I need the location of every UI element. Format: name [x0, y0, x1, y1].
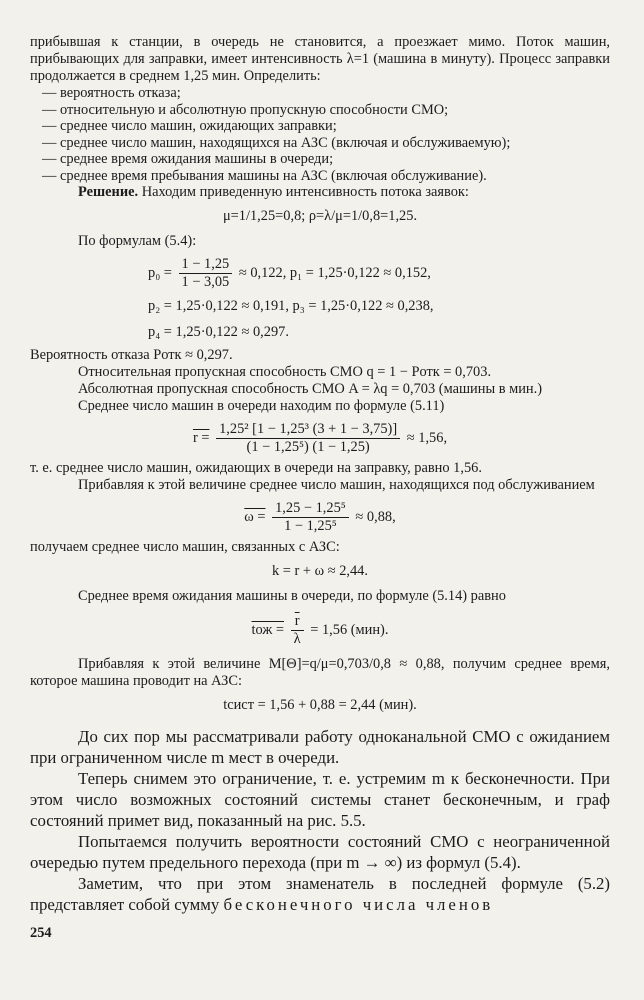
r-numerator: 1,25² [1 − 1,25³ (3 + 1 − 3,75)] — [216, 421, 400, 439]
omega-rest: ≈ 0,88, — [355, 508, 396, 525]
big4-spaced-text: бесконечного числа членов — [223, 895, 494, 914]
para-relative-capacity: Относительная пропускная способность СМО q = 1 − Pотк = 0,703. — [78, 364, 492, 380]
omega-lhs: ω = — [244, 508, 266, 525]
list-item: — среднее число машин, находящихся на АЗС (включая и обслуживаемую); — [42, 134, 511, 151]
text-intro: прибывшая к станции, в очередь не становится, а проезжает мимо. Поток машин, прибывающих для заправки, имеет интенсивность λ=1 (машина в минуту). Процесс заправки продолжается в среднем 1,25 мин. Определить: — [30, 34, 610, 84]
para-big-1: До сих пор мы рассматривали работу одноканальной СМО с ожиданием при ограниченном числе m мест в очереди. — [30, 727, 610, 767]
page-number: 254 — [30, 925, 52, 941]
r-rest: ≈ 1,56, — [406, 429, 448, 446]
para-add-m: Прибавляя к этой величине M[Θ]=q/μ=0,703/0,8 ≈ 0,88, получим среднее время, которое машина проводит на АЗС: — [30, 656, 610, 689]
solution-text: Находим приведенную интенсивность потока заявок: — [141, 184, 469, 200]
twait-numerator: $\overline{r}$ — [291, 613, 304, 631]
equation-t-system: tсист = 1,56 + 0,88 = 2,44 (мин). — [223, 697, 417, 713]
twait-lhs: tож = — [251, 621, 285, 638]
equation-mu-rho: μ=1/1,25=0,8; ρ=λ/μ=1/0,8=1,25. — [222, 208, 418, 224]
page-body — [30, 34, 610, 942]
equation-r — [30, 421, 610, 456]
para-by-formulas: По формулам (5.4): — [78, 233, 197, 249]
equation-t-wait — [30, 613, 610, 648]
r-denominator: (1 − 1,25⁵) (1 − 1,25) — [246, 439, 370, 455]
equation-k: k = r + ω ≈ 2,44. — [272, 563, 368, 579]
para-intro — [30, 34, 610, 85]
twait-denominator: λ — [293, 631, 301, 647]
para-big-3: Попытаемся получить вероятности состояний СМО с неограниченной очередью путем предельного перехода (при m → ∞) из формул (5.4). — [30, 832, 610, 872]
equation-omega — [30, 500, 610, 535]
equation-p0 — [148, 256, 610, 291]
para-prob-refusal: Вероятность отказа Pотк ≈ 0,297. — [30, 347, 233, 363]
p0-rest: ≈ 0,122, p₁ = 1,25·0,122 ≈ 0,152, — [238, 264, 431, 281]
para-absolute-capacity: Абсолютная пропускная способность СМО A = λq = 0,703 (машины в мин.) — [78, 381, 543, 397]
r-lhs: r = — [192, 429, 210, 446]
para-avg-queue-intro: Среднее число машин в очереди находим по формуле (5.11) — [78, 398, 445, 414]
para-avg-wait: Среднее время ожидания машины в очереди, по формуле (5.14) равно — [78, 588, 506, 604]
twait-fraction — [291, 613, 304, 648]
r-fraction — [216, 421, 400, 456]
para-r-meaning: т. е. среднее число машин, ожидающих в очереди на заправку, равно 1,56. — [30, 460, 482, 476]
omega-numerator: 1,25 − 1,25⁵ — [272, 500, 349, 518]
task-list — [30, 85, 610, 184]
list-item: — относительную и абсолютную пропускную способности СМО; — [42, 101, 449, 118]
big4-text: Заметим, что при этом знаменатель в последней формуле (5.2) представляет собой сумму — [30, 874, 610, 914]
para-big-4 — [30, 873, 610, 915]
p0-fraction — [179, 256, 233, 291]
p0-denominator: 1 − 3,05 — [181, 274, 230, 290]
p0-numerator: 1 − 1,25 — [179, 256, 233, 274]
list-item: — вероятность отказа; — [42, 85, 181, 101]
para-add-served: Прибавляя к этой величине среднее число машин, находящихся под обслуживанием — [78, 477, 595, 493]
twait-rest: = 1,56 (мин). — [310, 621, 389, 638]
omega-denominator: 1 − 1,25⁵ — [284, 518, 337, 534]
para-big-2: Теперь снимем это ограничение, т. е. устремим m к бесконечности. При этом число возможных состояний системы станет бесконечным, и граф состояний примет вид, показанный на рис. 5.5. — [30, 769, 610, 830]
omega-fraction — [272, 500, 349, 535]
list-item: — среднее время ожидания машины в очереди; — [42, 151, 334, 167]
list-item: — среднее время пребывания машины на АЗС (включая обслуживание). — [42, 167, 487, 184]
para-get-k: получаем среднее число машин, связанных с АЗС: — [30, 539, 340, 555]
solution-label: Решение. — [78, 184, 139, 200]
equation-p4: p₄ = 1,25·0,122 ≈ 0,297. — [148, 324, 289, 340]
equation-p2-p3: p₂ = 1,25·0,122 ≈ 0,191, p₃ = 1,25·0,122 ≈ 0,238, — [148, 298, 434, 314]
list-item: — среднее число машин, ожидающих заправки; — [42, 118, 337, 134]
para-solution — [30, 184, 610, 201]
p0-lhs: p₀ = — [148, 264, 172, 281]
